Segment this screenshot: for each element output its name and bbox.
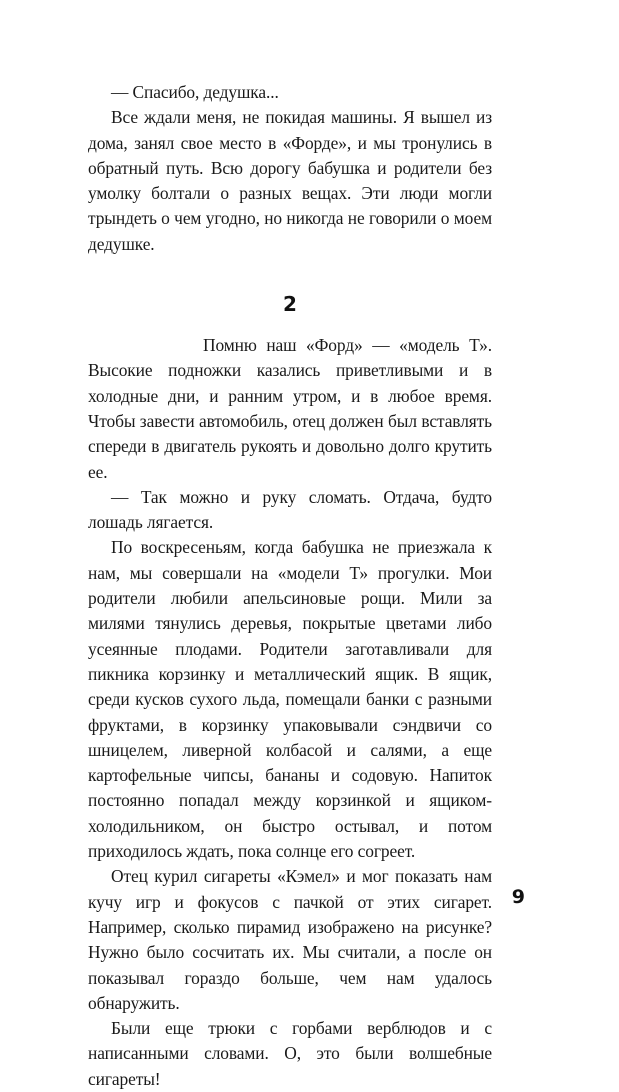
chapter-number: 2: [283, 292, 297, 317]
paragraph: Помню наш «Форд» — «модель Т». Высокие подножки казались приветливыми и в холодные дни, и ранним утром, и в любое время. Чтобы завести автомобиль, отец должен был вставлять спереди в двигатель рукоять и довольно долго крутить ее.: [88, 335, 492, 482]
paragraph: — Спасибо, дедушка...: [111, 82, 279, 102]
page-number: 9: [511, 886, 525, 908]
book-page: [88, 80, 492, 1092]
paragraph: — Так можно и руку сломать. Отдача, будто лошадь лягается.: [88, 486, 492, 533]
paragraph: Все ждали меня, не покидая машины. Я вышел из дома, занял свое место в «Форде», и мы тронулись в обратный путь. Всю дорогу бабушка и родители без умолку болтали о разных вещах. Эти люди могли трындеть о чем угодно, но никогда не говорили о моем дедушке.: [88, 107, 492, 254]
paragraph: По воскресеньям, когда бабушка не приезжала к нам, мы совершали на «модели Т» прогулки. Мои родители любили апельсиновые рощи. Мили за милями тянулись деревья, покрытые цветами либо усеянные плодами. Родители заготавливали для пикника корзинку и металлический ящик. В ящик, среди кусков сухого льда, помещали банки с разными фруктами, в корзинку упаковывали сэндвичи со шницелем, ливерной колбасой и салями, а еще картофельные чипсы, бананы и содовую. Напиток постоянно попадал между корзинкой и ящиком-холодильником, он быстро остывал, и потом приходилось ждать, пока солнце его согреет.: [88, 537, 492, 862]
paragraph: Были еще трюки с горбами верблюдов и с написанными словами. О, это были волшебные сигареты!: [88, 1018, 492, 1089]
paragraph: Отец курил сигареты «Кэмел» и мог показать нам кучу игр и фокусов с пачкой от этих сигарет. Например, сколько пирамид изображено на рисунке? Нужно было сосчитать их. Мы считали, а после он показывал гораздо больше, чем нам удалось обнаружить.: [88, 866, 492, 1013]
